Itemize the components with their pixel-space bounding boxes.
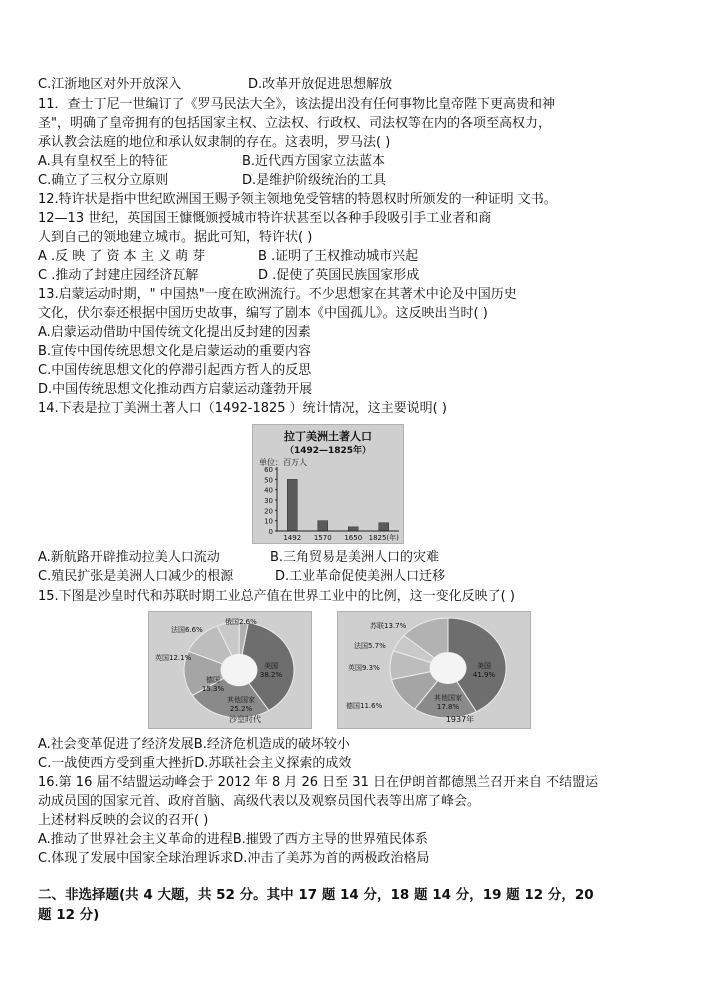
bar-y-tick-label: 20 bbox=[264, 507, 273, 516]
option-d-prev: D.改革开放促进思想解放 bbox=[248, 77, 393, 92]
q12-line3: 人到自己的领地建立城市。据此可知，特许状( ) bbox=[38, 230, 313, 245]
bar-chart-ylabel: 单位：百万人 bbox=[259, 458, 307, 467]
pie-label-英国: 英国12.1% bbox=[155, 654, 192, 662]
bar-x-tick-label: 1570 bbox=[313, 534, 332, 542]
bar-y-tick-label: 0 bbox=[268, 528, 273, 536]
q16-options-ab: A.推动了世界社会主义革命的进程B.摧毁了西方主导的世界殖民体系 bbox=[38, 832, 428, 847]
q11-line1: 11．查士丁尼一世编订了《罗马民法大全》，该法提出没有任何事物比皇帝陛下更高贵和神 bbox=[38, 97, 556, 112]
pie-label-苏联: 苏联13.7% bbox=[370, 622, 407, 630]
bar-1492 bbox=[287, 479, 297, 531]
pie-chart-tsarist bbox=[149, 612, 311, 728]
q14-option-c: C.殖民扩张是美洲人口减少的根源 bbox=[38, 569, 234, 584]
bar-x-tick-label: 1825(年) bbox=[368, 534, 399, 542]
pie-label-美国: 41.9% bbox=[472, 671, 496, 679]
q16-options-cd: C.体现了发展中国家全球治理诉求D.冲击了美苏为首的两极政治格局 bbox=[38, 851, 430, 866]
q16-line1: 16.第 16 届不结盟运动峰会于 2012 年 8 月 26 日至 31 日在伊朗首都德黑兰召开来自 不结盟运 bbox=[38, 775, 599, 790]
q13-line2: 文化，伏尔泰还根据中国历史故事，编写了剧本《中国孤儿》。这反映出当时( ) bbox=[38, 306, 488, 321]
bar-x-tick-label: 1492 bbox=[283, 534, 302, 542]
bar-1825 bbox=[379, 523, 389, 531]
pie-title: 沙皇时代 bbox=[229, 715, 261, 724]
pie-label-其他国家: 25.2% bbox=[229, 705, 253, 713]
pie-chart-1937 bbox=[338, 612, 530, 728]
bar-y-tick-label: 50 bbox=[264, 476, 273, 485]
q11-line2: 圣"，明确了皇帝拥有的包括国家主权、立法权、行政权、司法权等在内的各项至高权力， bbox=[38, 116, 551, 131]
pie-label-法国: 法国5.7% bbox=[354, 642, 386, 650]
pie-label-法国: 法国6.6% bbox=[171, 626, 203, 634]
q13-option-a: A.启蒙运动借助中国传统文化提出反封建的因素 bbox=[38, 325, 311, 340]
q13-option-b: B.宣传中国传统思想文化是启蒙运动的重要内容 bbox=[38, 344, 312, 359]
section2-heading-line1: 二、非选择题(共 4 大题，共 52 分。其中 17 题 14 分，18 题 14 分，19 题 12 分，20 bbox=[38, 887, 594, 903]
q12-option-d: D .促使了英国民族国家形成 bbox=[258, 268, 420, 283]
section2-heading-line2: 题 12 分) bbox=[38, 907, 100, 923]
q13-option-d: D.中国传统思想文化推动西方启蒙运动蓬勃开展 bbox=[38, 382, 313, 397]
bar-y-tick-label: 60 bbox=[264, 466, 273, 474]
q16-line3: 上述材料反映的会议的召开( ) bbox=[38, 813, 209, 828]
pie-label-美国: 38.2% bbox=[259, 671, 283, 679]
pie-title: 1937年 bbox=[445, 715, 475, 724]
bar-chart-figure bbox=[252, 424, 404, 544]
q12-line2: 12—13 世纪，英国国王慷慨颁授城市特许状甚至以各种手段吸引手工业者和商 bbox=[38, 211, 492, 226]
pie-label-其他国家: 其他国家 bbox=[227, 696, 255, 704]
pie-center-hole bbox=[430, 652, 466, 683]
q16-line2: 动成员国的国家元首、政府首脑、高级代表以及观察员国代表等出席了峰会。 bbox=[38, 794, 481, 809]
bar-chart-subtitle: （1492—1825年） bbox=[284, 446, 372, 456]
q11-option-c: C.确立了三权分立原则 bbox=[38, 173, 169, 188]
pie-chart-1937-figure bbox=[337, 611, 531, 729]
q12-option-b: B .证明了王权推动城市兴起 bbox=[258, 249, 419, 264]
bar-chart bbox=[253, 425, 403, 543]
q14-option-d: D.工业革命促使美洲人口迁移 bbox=[275, 569, 446, 584]
q11-option-d: D.是维护阶级统治的工具 bbox=[242, 173, 387, 188]
pie-label-英国: 英国9.3% bbox=[348, 664, 380, 672]
q13-option-c: C.中国传统思想文化的停滞引起西方哲人的反思 bbox=[38, 363, 312, 378]
q11-line3: 承认教会法庭的地位和承认奴隶制的存在。这表明，罗马法( ) bbox=[38, 135, 391, 150]
bar-chart-title: 拉丁美洲土著人口 bbox=[284, 430, 372, 443]
q15-options-ab: A.社会变革促进了经济发展B.经济危机造成的破坏较小 bbox=[38, 737, 350, 752]
q15-options-cd: C.一战使西方受到重大挫折D.苏联社会主义探索的成效 bbox=[38, 756, 352, 771]
pie-label-其他国家: 其他国家 bbox=[434, 694, 462, 702]
bar-1650 bbox=[348, 527, 358, 531]
q11-option-a: A.具有皇权至上的特征 bbox=[38, 154, 168, 169]
q14-option-b: B.三角贸易是美洲人口的灾难 bbox=[270, 550, 440, 565]
pie-chart-tsarist-figure bbox=[148, 611, 312, 729]
pie-label-俄国: 俄国2.6% bbox=[225, 618, 257, 626]
bar-1570 bbox=[318, 521, 328, 531]
q11-option-b: B.近代西方国家立法蓝本 bbox=[242, 154, 386, 169]
q12-option-c: C .推动了封建庄园经济瓦解 bbox=[38, 268, 199, 283]
pie-label-德国: 德国 bbox=[206, 676, 220, 684]
bar-y-tick-label: 30 bbox=[264, 497, 273, 505]
pie-label-德国: 15.3% bbox=[201, 685, 225, 693]
bar-y-tick-label: 40 bbox=[264, 486, 273, 495]
bar-y-tick-label: 10 bbox=[264, 517, 273, 526]
q14-option-a: A.新航路开辟推动拉美人口流动 bbox=[38, 550, 220, 565]
q13-line1: 13.启蒙运动时期，" 中国热"一度在欧洲流行。不少思想家在其著术中论及中国历史 bbox=[38, 287, 517, 302]
pie-center-hole bbox=[221, 654, 257, 685]
q12-line1: 12.特许状是指中世纪欧洲国王赐予领主领地免受管辖的特恩权时所颁发的一种证明 文书。 bbox=[38, 192, 557, 207]
q15-line1: 15.下图是沙皇时代和苏联时期工业总产值在世界工业中的比例，这一变化反映了( ) bbox=[38, 589, 515, 604]
pie-label-美国: 美国 bbox=[264, 662, 278, 670]
option-c-prev: C.江浙地区对外开放深入 bbox=[38, 77, 182, 92]
pie-label-其他国家: 17.8% bbox=[436, 703, 460, 711]
pie-label-美国: 美国 bbox=[477, 662, 491, 670]
bar-x-tick-label: 1650 bbox=[344, 534, 363, 542]
pie-label-德国: 德国11.6% bbox=[346, 702, 383, 710]
q14-line1: 14.下表是拉丁美洲土著人口（1492-1825 ）统计情况，这主要说明( ) bbox=[38, 401, 447, 416]
q12-option-a: A .反 映 了 资 本 主 义 萌 芽 bbox=[38, 249, 206, 264]
